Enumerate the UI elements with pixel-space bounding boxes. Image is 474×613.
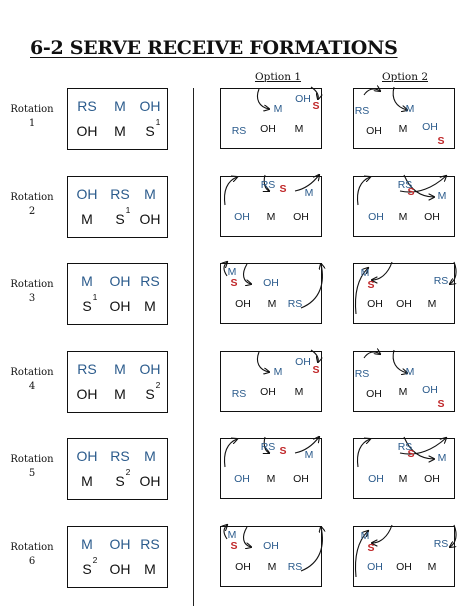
player-s: S	[437, 135, 445, 147]
player-s: S	[279, 183, 287, 195]
player-oh: OH	[422, 384, 438, 396]
player-oh: OH	[234, 211, 250, 223]
movement-arrow	[224, 262, 227, 276]
player-m: M	[304, 449, 314, 461]
player-oh: OH	[109, 536, 131, 552]
rotation-label: Rotation 6	[10, 542, 54, 567]
movement-arrow	[225, 177, 238, 205]
page-title: 6-2 SERVE RECEIVE FORMATIONS	[30, 37, 398, 59]
player-m: M	[144, 561, 156, 577]
player-m: M	[427, 561, 437, 573]
base-rotation-box	[67, 88, 168, 150]
player-s: S	[115, 473, 125, 489]
rotation-label: Rotation 3	[10, 279, 54, 304]
player-oh: OH	[76, 448, 98, 464]
player-oh: OH	[235, 298, 251, 310]
player-oh: OH	[109, 273, 131, 289]
rotation-label: Rotation 2	[10, 192, 54, 217]
movement-arrow	[364, 89, 380, 95]
rotation-label: Rotation 5	[10, 454, 54, 479]
player-s: S	[82, 298, 92, 314]
player-oh: OH	[234, 473, 250, 485]
player-rs: RS	[231, 388, 247, 400]
player-s: S	[82, 561, 92, 577]
setter-rotation-number: 1	[92, 292, 98, 302]
player-m: M	[114, 123, 126, 139]
player-rs: RS	[77, 98, 97, 114]
rotation-label: Rotation 4	[10, 367, 54, 392]
player-oh: OH	[260, 386, 276, 398]
player-rs: RS	[231, 125, 247, 137]
movement-arrow	[364, 352, 380, 358]
player-m: M	[427, 298, 437, 310]
player-oh: OH	[366, 125, 382, 137]
player-m: M	[360, 530, 370, 542]
player-m: M	[398, 386, 408, 398]
movement-arrow	[257, 89, 269, 109]
player-m: M	[405, 103, 415, 115]
player-m: M	[266, 211, 276, 223]
base-rotation-box	[67, 263, 168, 325]
opt1-box-rotation-2	[220, 176, 322, 237]
base-rotation-box	[67, 176, 168, 238]
player-oh: OH	[293, 211, 309, 223]
opt1-box-rotation-6	[220, 526, 322, 587]
player-m: M	[81, 536, 93, 552]
player-m: M	[114, 98, 126, 114]
opt2-box-rotation-2	[353, 176, 455, 237]
player-rs: RS	[287, 298, 303, 310]
player-m: M	[144, 448, 156, 464]
player-s: S	[367, 279, 375, 291]
player-oh: OH	[396, 561, 412, 573]
player-rs: RS	[354, 105, 370, 117]
player-m: M	[266, 473, 276, 485]
opt1-box-rotation-5	[220, 438, 322, 499]
player-s: S	[230, 540, 238, 552]
player-s: S	[145, 123, 155, 139]
player-s: S	[145, 386, 155, 402]
player-s: S	[312, 364, 320, 376]
player-oh: OH	[295, 356, 311, 368]
player-m: M	[81, 273, 93, 289]
player-oh: OH	[109, 298, 131, 314]
movement-arrow	[225, 439, 238, 467]
player-oh: OH	[263, 540, 279, 552]
option-2-heading: Option 2	[381, 71, 429, 83]
player-rs: RS	[397, 179, 413, 191]
player-oh: OH	[109, 561, 131, 577]
player-oh: OH	[368, 473, 384, 485]
player-s: S	[407, 186, 415, 198]
setter-rotation-number: 2	[92, 555, 98, 565]
player-rs: RS	[140, 536, 160, 552]
player-s: S	[367, 542, 375, 554]
player-m: M	[227, 529, 237, 541]
movement-arrow	[358, 439, 371, 467]
player-oh: OH	[368, 211, 384, 223]
player-oh: OH	[76, 123, 98, 139]
player-s: S	[407, 448, 415, 460]
player-rs: RS	[260, 179, 276, 191]
player-oh: OH	[422, 121, 438, 133]
opt1-box-rotation-1	[220, 88, 322, 149]
player-m: M	[437, 190, 447, 202]
player-m: M	[294, 123, 304, 135]
opt1-box-rotation-4	[220, 351, 322, 412]
opt2-box-rotation-1	[353, 88, 455, 149]
column-divider	[193, 88, 194, 606]
player-rs: RS	[77, 361, 97, 377]
player-oh: OH	[139, 361, 161, 377]
opt2-box-rotation-3	[353, 263, 455, 324]
player-oh: OH	[424, 473, 440, 485]
player-m: M	[437, 452, 447, 464]
movement-arrow	[301, 527, 322, 571]
player-oh: OH	[260, 123, 276, 135]
player-rs: RS	[140, 273, 160, 289]
player-rs: RS	[433, 538, 449, 550]
player-m: M	[360, 267, 370, 279]
option-1-heading: Option 1	[254, 71, 302, 83]
player-m: M	[114, 361, 126, 377]
setter-rotation-number: 2	[125, 467, 131, 477]
base-rotation-box	[67, 438, 168, 500]
player-rs: RS	[433, 275, 449, 287]
player-oh: OH	[293, 473, 309, 485]
opt2-box-rotation-4	[353, 351, 455, 412]
movement-arrow	[244, 527, 251, 547]
player-s: S	[437, 398, 445, 410]
player-m: M	[267, 561, 277, 573]
player-m: M	[398, 123, 408, 135]
movement-arrow	[372, 525, 392, 543]
player-m: M	[294, 386, 304, 398]
movement-arrow	[450, 262, 456, 284]
player-m: M	[81, 473, 93, 489]
player-oh: OH	[263, 277, 279, 289]
player-rs: RS	[110, 448, 130, 464]
player-oh: OH	[366, 388, 382, 400]
player-m: M	[304, 187, 314, 199]
player-m: M	[273, 366, 283, 378]
player-oh: OH	[295, 93, 311, 105]
base-rotation-box	[67, 351, 168, 413]
player-s: S	[230, 277, 238, 289]
opt2-box-rotation-5	[353, 438, 455, 499]
player-oh: OH	[396, 298, 412, 310]
player-oh: OH	[139, 473, 161, 489]
player-oh: OH	[235, 561, 251, 573]
player-rs: RS	[110, 186, 130, 202]
player-m: M	[227, 266, 237, 278]
movement-arrow	[224, 525, 227, 539]
player-m: M	[273, 103, 283, 115]
player-m: M	[405, 366, 415, 378]
player-rs: RS	[397, 441, 413, 453]
base-rotation-box	[67, 526, 168, 588]
opt2-box-rotation-6	[353, 526, 455, 587]
movement-arrow	[311, 350, 318, 362]
movement-arrow	[311, 87, 318, 99]
player-oh: OH	[424, 211, 440, 223]
player-m: M	[114, 386, 126, 402]
player-oh: OH	[76, 186, 98, 202]
player-rs: RS	[287, 561, 303, 573]
player-m: M	[144, 298, 156, 314]
player-m: M	[398, 473, 408, 485]
player-s: S	[312, 100, 320, 112]
player-rs: RS	[354, 368, 370, 380]
player-s: S	[279, 445, 287, 457]
player-m: M	[144, 186, 156, 202]
opt1-box-rotation-3	[220, 263, 322, 324]
player-s: S	[115, 211, 125, 227]
setter-rotation-number: 1	[125, 205, 131, 215]
setter-rotation-number: 2	[155, 380, 161, 390]
player-oh: OH	[139, 98, 161, 114]
player-m: M	[267, 298, 277, 310]
movement-arrow	[358, 177, 371, 205]
rotation-label: Rotation 1	[10, 104, 54, 129]
movement-arrow	[301, 264, 322, 308]
movement-arrow	[244, 264, 251, 284]
movement-arrow	[257, 352, 269, 372]
player-m: M	[398, 211, 408, 223]
movement-arrow	[372, 262, 392, 280]
player-rs: RS	[260, 441, 276, 453]
player-m: M	[81, 211, 93, 227]
player-oh: OH	[76, 386, 98, 402]
setter-rotation-number: 1	[155, 117, 161, 127]
player-oh: OH	[367, 561, 383, 573]
movement-arrow	[450, 525, 456, 547]
player-oh: OH	[367, 298, 383, 310]
player-oh: OH	[139, 211, 161, 227]
